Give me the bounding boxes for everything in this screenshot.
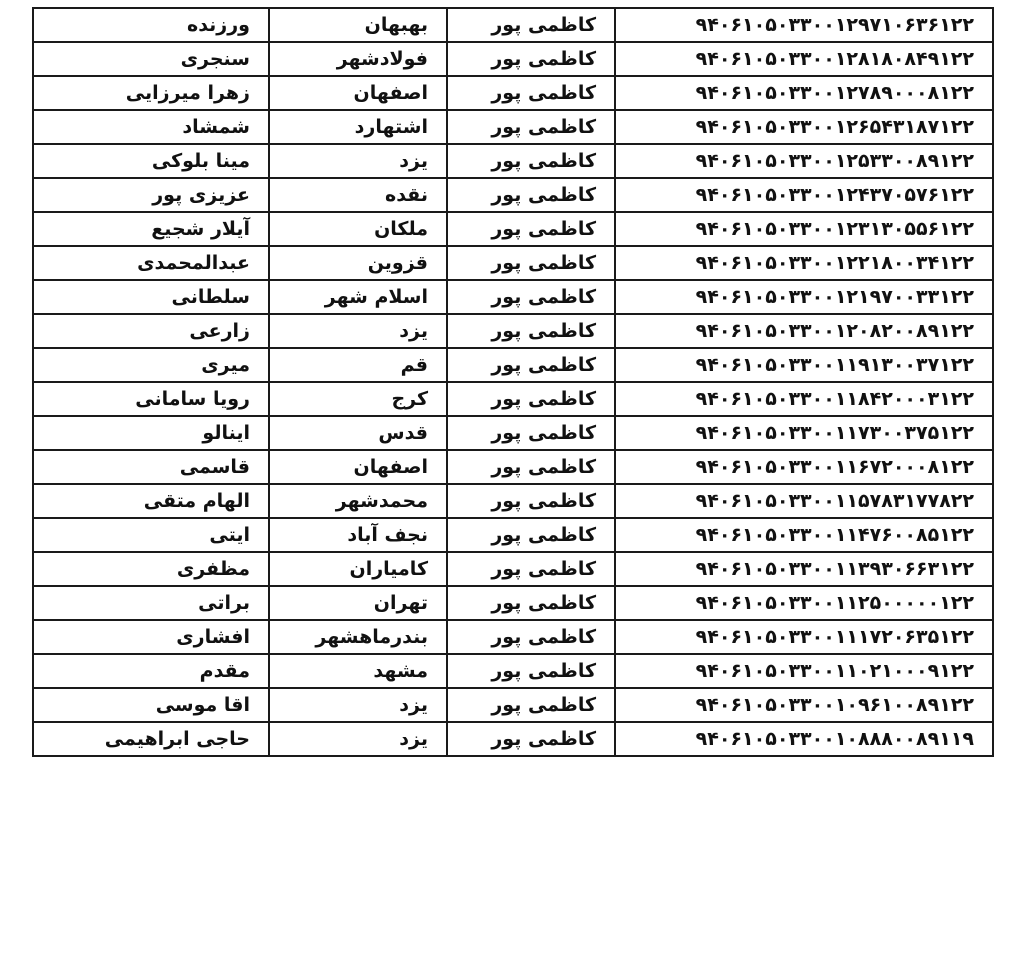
- table-row: [33, 280, 993, 314]
- recipient-name-cell: میری: [33, 348, 269, 382]
- table-row: [33, 416, 993, 450]
- recipient-name-cell: الهام متقی: [33, 484, 269, 518]
- tracking-code-cell: ۹۴۰۶۱۰۵۰۳۳۰۰۱۱۹۱۳۰۰۳۷۱۲۲: [615, 348, 993, 382]
- tracking-code-cell: ۹۴۰۶۱۰۵۰۳۳۰۰۱۲۴۳۷۰۵۷۶۱۲۲: [615, 178, 993, 212]
- recipient-name-cell: عزیزی پور: [33, 178, 269, 212]
- table-row: [33, 382, 993, 416]
- table-row: [33, 144, 993, 178]
- table-row: [33, 484, 993, 518]
- city-cell: قزوین: [269, 246, 447, 280]
- tracking-code-cell: ۹۴۰۶۱۰۵۰۳۳۰۰۱۱۶۷۲۰۰۰۸۱۲۲: [615, 450, 993, 484]
- recipient-name-cell: افشاری: [33, 620, 269, 654]
- tracking-code-cell: ۹۴۰۶۱۰۵۰۳۳۰۰۱۱۳۹۳۰۶۶۳۱۲۲: [615, 552, 993, 586]
- recipient-name-cell: سلطانی: [33, 280, 269, 314]
- agent-name-cell: کاظمی پور: [447, 688, 615, 722]
- table-row: [33, 8, 993, 42]
- agent-name-cell: کاظمی پور: [447, 42, 615, 76]
- recipient-name-cell: ایتی: [33, 518, 269, 552]
- records-sheet: [32, 7, 992, 757]
- recipient-name-cell: سنجری: [33, 42, 269, 76]
- tracking-code-cell: ۹۴۰۶۱۰۵۰۳۳۰۰۱۲۹۷۱۰۶۳۶۱۲۲: [615, 8, 993, 42]
- city-cell: فولادشهر: [269, 42, 447, 76]
- tracking-code-cell: ۹۴۰۶۱۰۵۰۳۳۰۰۱۲۶۵۴۳۱۸۷۱۲۲: [615, 110, 993, 144]
- city-cell: بهبهان: [269, 8, 447, 42]
- city-cell: یزد: [269, 722, 447, 756]
- recipient-name-cell: آیلار شجیع: [33, 212, 269, 246]
- recipient-name-cell: مقدم: [33, 654, 269, 688]
- table-row: [33, 722, 993, 756]
- agent-name-cell: کاظمی پور: [447, 76, 615, 110]
- records-table-body: [33, 8, 993, 756]
- table-row: [33, 348, 993, 382]
- agent-name-cell: کاظمی پور: [447, 416, 615, 450]
- city-cell: بندرماهشهر: [269, 620, 447, 654]
- agent-name-cell: کاظمی پور: [447, 314, 615, 348]
- agent-name-cell: کاظمی پور: [447, 178, 615, 212]
- table-row: [33, 654, 993, 688]
- table-row: [33, 76, 993, 110]
- recipient-name-cell: حاجی ابراهیمی: [33, 722, 269, 756]
- city-cell: کامیاران: [269, 552, 447, 586]
- city-cell: اصفهان: [269, 450, 447, 484]
- agent-name-cell: کاظمی پور: [447, 620, 615, 654]
- agent-name-cell: کاظمی پور: [447, 654, 615, 688]
- tracking-code-cell: ۹۴۰۶۱۰۵۰۳۳۰۰۱۲۵۳۳۰۰۸۹۱۲۲: [615, 144, 993, 178]
- agent-name-cell: کاظمی پور: [447, 110, 615, 144]
- table-row: [33, 620, 993, 654]
- agent-name-cell: کاظمی پور: [447, 484, 615, 518]
- city-cell: اسلام شهر: [269, 280, 447, 314]
- tracking-code-cell: ۹۴۰۶۱۰۵۰۳۳۰۰۱۲۱۹۷۰۰۳۳۱۲۲: [615, 280, 993, 314]
- tracking-code-cell: ۹۴۰۶۱۰۵۰۳۳۰۰۱۱۷۳۰۰۳۷۵۱۲۲: [615, 416, 993, 450]
- table-row: [33, 518, 993, 552]
- city-cell: مشهد: [269, 654, 447, 688]
- city-cell: یزد: [269, 314, 447, 348]
- city-cell: محمدشهر: [269, 484, 447, 518]
- city-cell: اصفهان: [269, 76, 447, 110]
- recipient-name-cell: مینا بلوکی: [33, 144, 269, 178]
- agent-name-cell: کاظمی پور: [447, 280, 615, 314]
- recipient-name-cell: اقا موسی: [33, 688, 269, 722]
- tracking-code-cell: ۹۴۰۶۱۰۵۰۳۳۰۰۱۲۳۱۳۰۵۵۶۱۲۲: [615, 212, 993, 246]
- tracking-code-cell: ۹۴۰۶۱۰۵۰۳۳۰۰۱۲۲۱۸۰۰۳۴۱۲۲: [615, 246, 993, 280]
- table-row: [33, 552, 993, 586]
- recipient-name-cell: زهرا میرزایی: [33, 76, 269, 110]
- tracking-code-cell: ۹۴۰۶۱۰۵۰۳۳۰۰۱۱۵۷۸۳۱۷۷۸۲۲: [615, 484, 993, 518]
- tracking-code-cell: ۹۴۰۶۱۰۵۰۳۳۰۰۱۰۹۶۱۰۰۸۹۱۲۲: [615, 688, 993, 722]
- agent-name-cell: کاظمی پور: [447, 722, 615, 756]
- tracking-code-cell: ۹۴۰۶۱۰۵۰۳۳۰۰۱۱۰۲۱۰۰۰۹۱۲۲: [615, 654, 993, 688]
- city-cell: قدس: [269, 416, 447, 450]
- tracking-code-cell: ۹۴۰۶۱۰۵۰۳۳۰۰۱۰۸۸۸۰۰۸۹۱۱۹: [615, 722, 993, 756]
- agent-name-cell: کاظمی پور: [447, 518, 615, 552]
- agent-name-cell: کاظمی پور: [447, 586, 615, 620]
- table-row: [33, 586, 993, 620]
- tracking-code-cell: ۹۴۰۶۱۰۵۰۳۳۰۰۱۲۷۸۹۰۰۰۸۱۲۲: [615, 76, 993, 110]
- recipient-name-cell: ورزنده: [33, 8, 269, 42]
- agent-name-cell: کاظمی پور: [447, 552, 615, 586]
- city-cell: یزد: [269, 688, 447, 722]
- records-table: [32, 7, 994, 757]
- agent-name-cell: کاظمی پور: [447, 382, 615, 416]
- tracking-code-cell: ۹۴۰۶۱۰۵۰۳۳۰۰۱۱۱۷۲۰۶۳۵۱۲۲: [615, 620, 993, 654]
- recipient-name-cell: براتی: [33, 586, 269, 620]
- agent-name-cell: کاظمی پور: [447, 246, 615, 280]
- recipient-name-cell: زارعی: [33, 314, 269, 348]
- city-cell: قم: [269, 348, 447, 382]
- tracking-code-cell: ۹۴۰۶۱۰۵۰۳۳۰۰۱۲۰۸۲۰۰۸۹۱۲۲: [615, 314, 993, 348]
- city-cell: اشتهارد: [269, 110, 447, 144]
- city-cell: کرج: [269, 382, 447, 416]
- city-cell: تهران: [269, 586, 447, 620]
- tracking-code-cell: ۹۴۰۶۱۰۵۰۳۳۰۰۱۱۲۵۰۰۰۰۰۱۲۲: [615, 586, 993, 620]
- recipient-name-cell: عبدالمحمدی: [33, 246, 269, 280]
- table-row: [33, 688, 993, 722]
- tracking-code-cell: ۹۴۰۶۱۰۵۰۳۳۰۰۱۱۴۷۶۰۰۸۵۱۲۲: [615, 518, 993, 552]
- table-row: [33, 42, 993, 76]
- city-cell: یزد: [269, 144, 447, 178]
- recipient-name-cell: اینالو: [33, 416, 269, 450]
- city-cell: نجف آباد: [269, 518, 447, 552]
- recipient-name-cell: قاسمی: [33, 450, 269, 484]
- agent-name-cell: کاظمی پور: [447, 450, 615, 484]
- agent-name-cell: کاظمی پور: [447, 212, 615, 246]
- table-row: [33, 212, 993, 246]
- table-row: [33, 314, 993, 348]
- city-cell: نقده: [269, 178, 447, 212]
- agent-name-cell: کاظمی پور: [447, 8, 615, 42]
- recipient-name-cell: شمشاد: [33, 110, 269, 144]
- recipient-name-cell: رویا سامانی: [33, 382, 269, 416]
- table-row: [33, 178, 993, 212]
- tracking-code-cell: ۹۴۰۶۱۰۵۰۳۳۰۰۱۲۸۱۸۰۸۴۹۱۲۲: [615, 42, 993, 76]
- table-row: [33, 450, 993, 484]
- agent-name-cell: کاظمی پور: [447, 144, 615, 178]
- agent-name-cell: کاظمی پور: [447, 348, 615, 382]
- recipient-name-cell: مظفری: [33, 552, 269, 586]
- city-cell: ملکان: [269, 212, 447, 246]
- tracking-code-cell: ۹۴۰۶۱۰۵۰۳۳۰۰۱۱۸۴۲۰۰۰۳۱۲۲: [615, 382, 993, 416]
- table-row: [33, 246, 993, 280]
- table-row: [33, 110, 993, 144]
